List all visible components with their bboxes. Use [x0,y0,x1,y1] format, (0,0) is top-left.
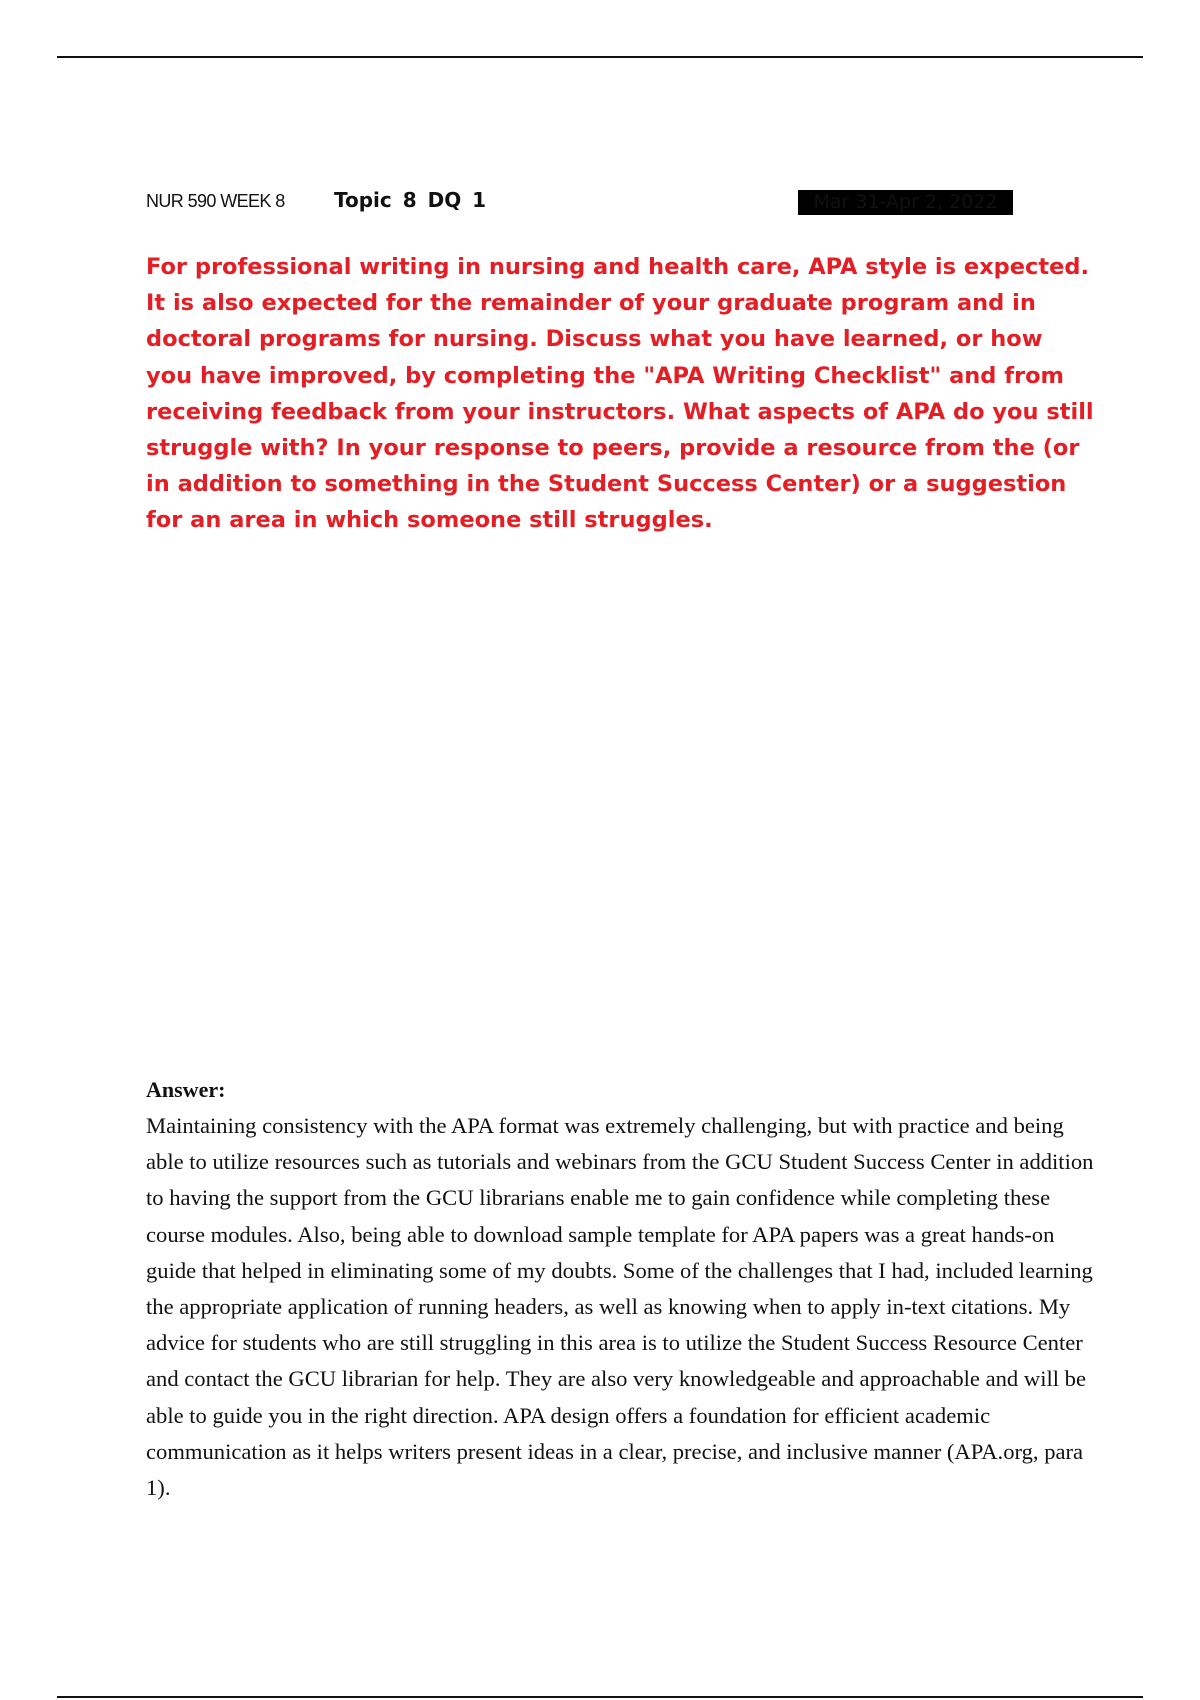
course-code: NUR 590 WEEK 8 [146,191,285,211]
bottom-rule [57,1696,1143,1698]
topic-title: Topic 8 DQ 1 [334,188,487,212]
answer-body: Maintaining consistency with the APA format was extremely challenging, but with practice and being able to utilize resources such as tutorials and webinars from the GCU Student Success Center in addition to having the support from the GCU librarians enable me to gain confidence while completing these course modules. Also, being able to download sample template for APA papers was a great hands-on guide that helped in eliminating some of my doubts. Some of the challenges that I had, included learning the appropriate application of running headers, as well as knowing when to apply in-text citations. My advice for students who are still struggling in this area is to utilize the Student Success Resource Center and contact the GCU librarian for help. They are also very knowledgeable and approachable and will be able to guide you in the right direction. APA design offers a foundation for efficient academic communication as it helps writers present ideas in a clear, precise, and inclusive manner (APA.org, para 1). [146,1113,1094,1501]
discussion-question: For professional writing in nursing and health care, APA style is expected. It is also expected for the remainder of your graduate program and in doctoral programs for nursing. Discuss what you have learned, or how you have improved, by completing the "APA Writing Checklist" and from receiving feedback from your instructors. What aspects of APA do you still struggle with? In your response to peers, provide a resource from the (or in addition to something in the Student Success Center) or a suggestion for an area in which someone still struggles. [146,254,1094,534]
document-header [146,188,1146,218]
answer-label: Answer: [146,1077,226,1102]
top-rule [57,56,1143,58]
date-range: Mar 31-Apr 2, 2022 [798,190,1013,215]
